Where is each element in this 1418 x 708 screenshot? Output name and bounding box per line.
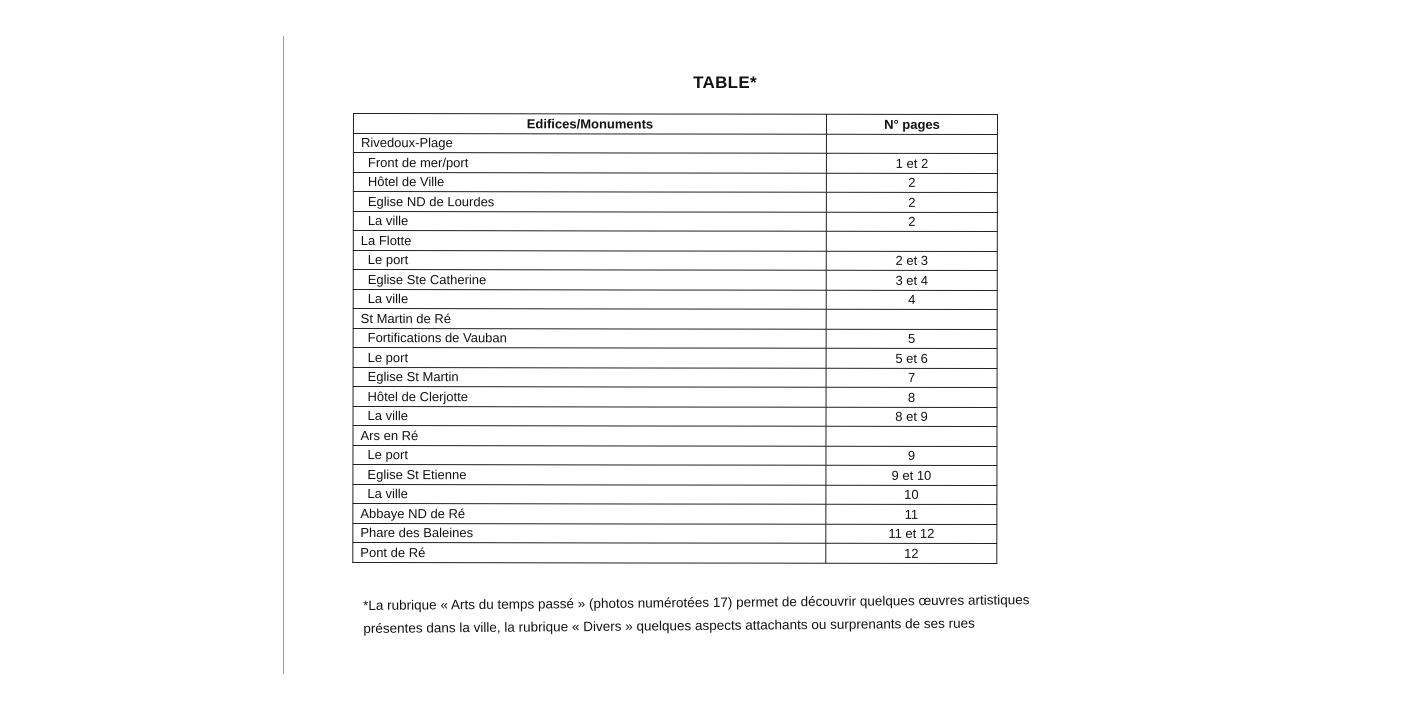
page-numbers-cell: 9 [826, 446, 997, 466]
page-numbers-cell: 7 [826, 368, 997, 388]
page-numbers-cell [826, 309, 997, 329]
table-row [353, 367, 997, 388]
monument-name-cell: Eglise Ste Catherine [353, 270, 826, 290]
contents-table [352, 113, 998, 564]
location-name-cell: La Flotte [353, 231, 826, 251]
table-row [353, 270, 997, 291]
page-numbers-cell [826, 426, 997, 446]
page-numbers-cell: 2 [826, 212, 997, 232]
table-row [353, 387, 997, 408]
table-row [353, 406, 997, 427]
page-title: TABLE* [693, 73, 757, 92]
table-row [353, 172, 997, 193]
page-numbers-cell: 5 [826, 329, 997, 349]
table-row [353, 445, 997, 466]
page-numbers-cell: 3 et 4 [826, 270, 997, 290]
page-numbers-cell: 9 et 10 [826, 465, 997, 485]
table-row [353, 211, 997, 232]
location-name-cell: Ars en Ré [353, 426, 826, 446]
monument-name-cell: Le port [353, 445, 826, 465]
table-row [353, 153, 997, 174]
column-header-monuments: Edifices/Monuments [353, 114, 826, 134]
page-numbers-cell: 1 et 2 [826, 153, 997, 173]
footnote-line-1: *La rubrique « Arts du temps passé » (photos numérotées 17) permet de découvrir quelques œuvres artistiques [363, 592, 1030, 613]
footnote-line-2: présentes dans la ville, la rubrique « Divers » quelques aspects attachants ou surprenants de ses rues [363, 615, 975, 636]
table-row [353, 348, 997, 369]
table-row [353, 289, 997, 310]
page-numbers-cell: 10 [826, 485, 997, 505]
monument-name-cell: Eglise St Martin [353, 367, 826, 387]
table-row [353, 328, 997, 349]
table-row [353, 250, 997, 271]
table-row [353, 309, 997, 330]
monument-name-cell: Front de mer/port [353, 153, 826, 173]
header-row [353, 114, 997, 135]
monument-name-cell: Eglise St Etienne [353, 465, 826, 485]
monument-name-cell: Le port [353, 348, 826, 368]
table-body [353, 133, 998, 563]
monument-name-cell: La ville [353, 484, 826, 504]
location-name-cell: Pont de Ré [353, 543, 826, 563]
table-row [353, 231, 997, 252]
monument-name-cell: Hôtel de Ville [353, 172, 826, 192]
table-row [353, 504, 997, 525]
monument-name-cell: La ville [353, 406, 826, 426]
location-name-cell: Rivedoux-Plage [353, 133, 826, 153]
monument-name-cell: Eglise ND de Lourdes [353, 192, 826, 212]
page-numbers-cell: 2 [826, 173, 997, 193]
page-numbers-cell: 2 et 3 [826, 251, 997, 271]
table-row [353, 523, 997, 544]
location-name-cell: Abbaye ND de Ré [353, 504, 826, 524]
table-row [353, 543, 997, 564]
page-numbers-cell [826, 231, 997, 251]
page-numbers-cell: 12 [826, 543, 997, 563]
page-edge [283, 36, 284, 674]
page-numbers-cell [826, 134, 997, 154]
table-row [353, 465, 997, 486]
page-numbers-cell: 8 et 9 [826, 407, 997, 427]
page-numbers-cell: 8 [826, 387, 997, 407]
page-numbers-cell: 5 et 6 [826, 348, 997, 368]
table-row [353, 426, 997, 447]
monument-name-cell: La ville [353, 289, 826, 309]
monument-name-cell: Fortifications de Vauban [353, 328, 826, 348]
location-name-cell: St Martin de Ré [353, 309, 826, 329]
table-row [353, 192, 997, 213]
footnote [363, 588, 1083, 640]
column-header-pages: N° pages [826, 114, 997, 134]
page-numbers-cell: 11 [826, 504, 997, 524]
page-numbers-cell: 11 et 12 [826, 524, 997, 544]
page-numbers-cell: 2 [826, 192, 997, 212]
table-row [353, 133, 997, 154]
monument-name-cell: Hôtel de Clerjotte [353, 387, 826, 407]
page-numbers-cell: 4 [826, 290, 997, 310]
monument-name-cell: Le port [353, 250, 826, 270]
location-name-cell: Phare des Baleines [353, 523, 826, 543]
table-row [353, 484, 997, 505]
monument-name-cell: La ville [353, 211, 826, 231]
